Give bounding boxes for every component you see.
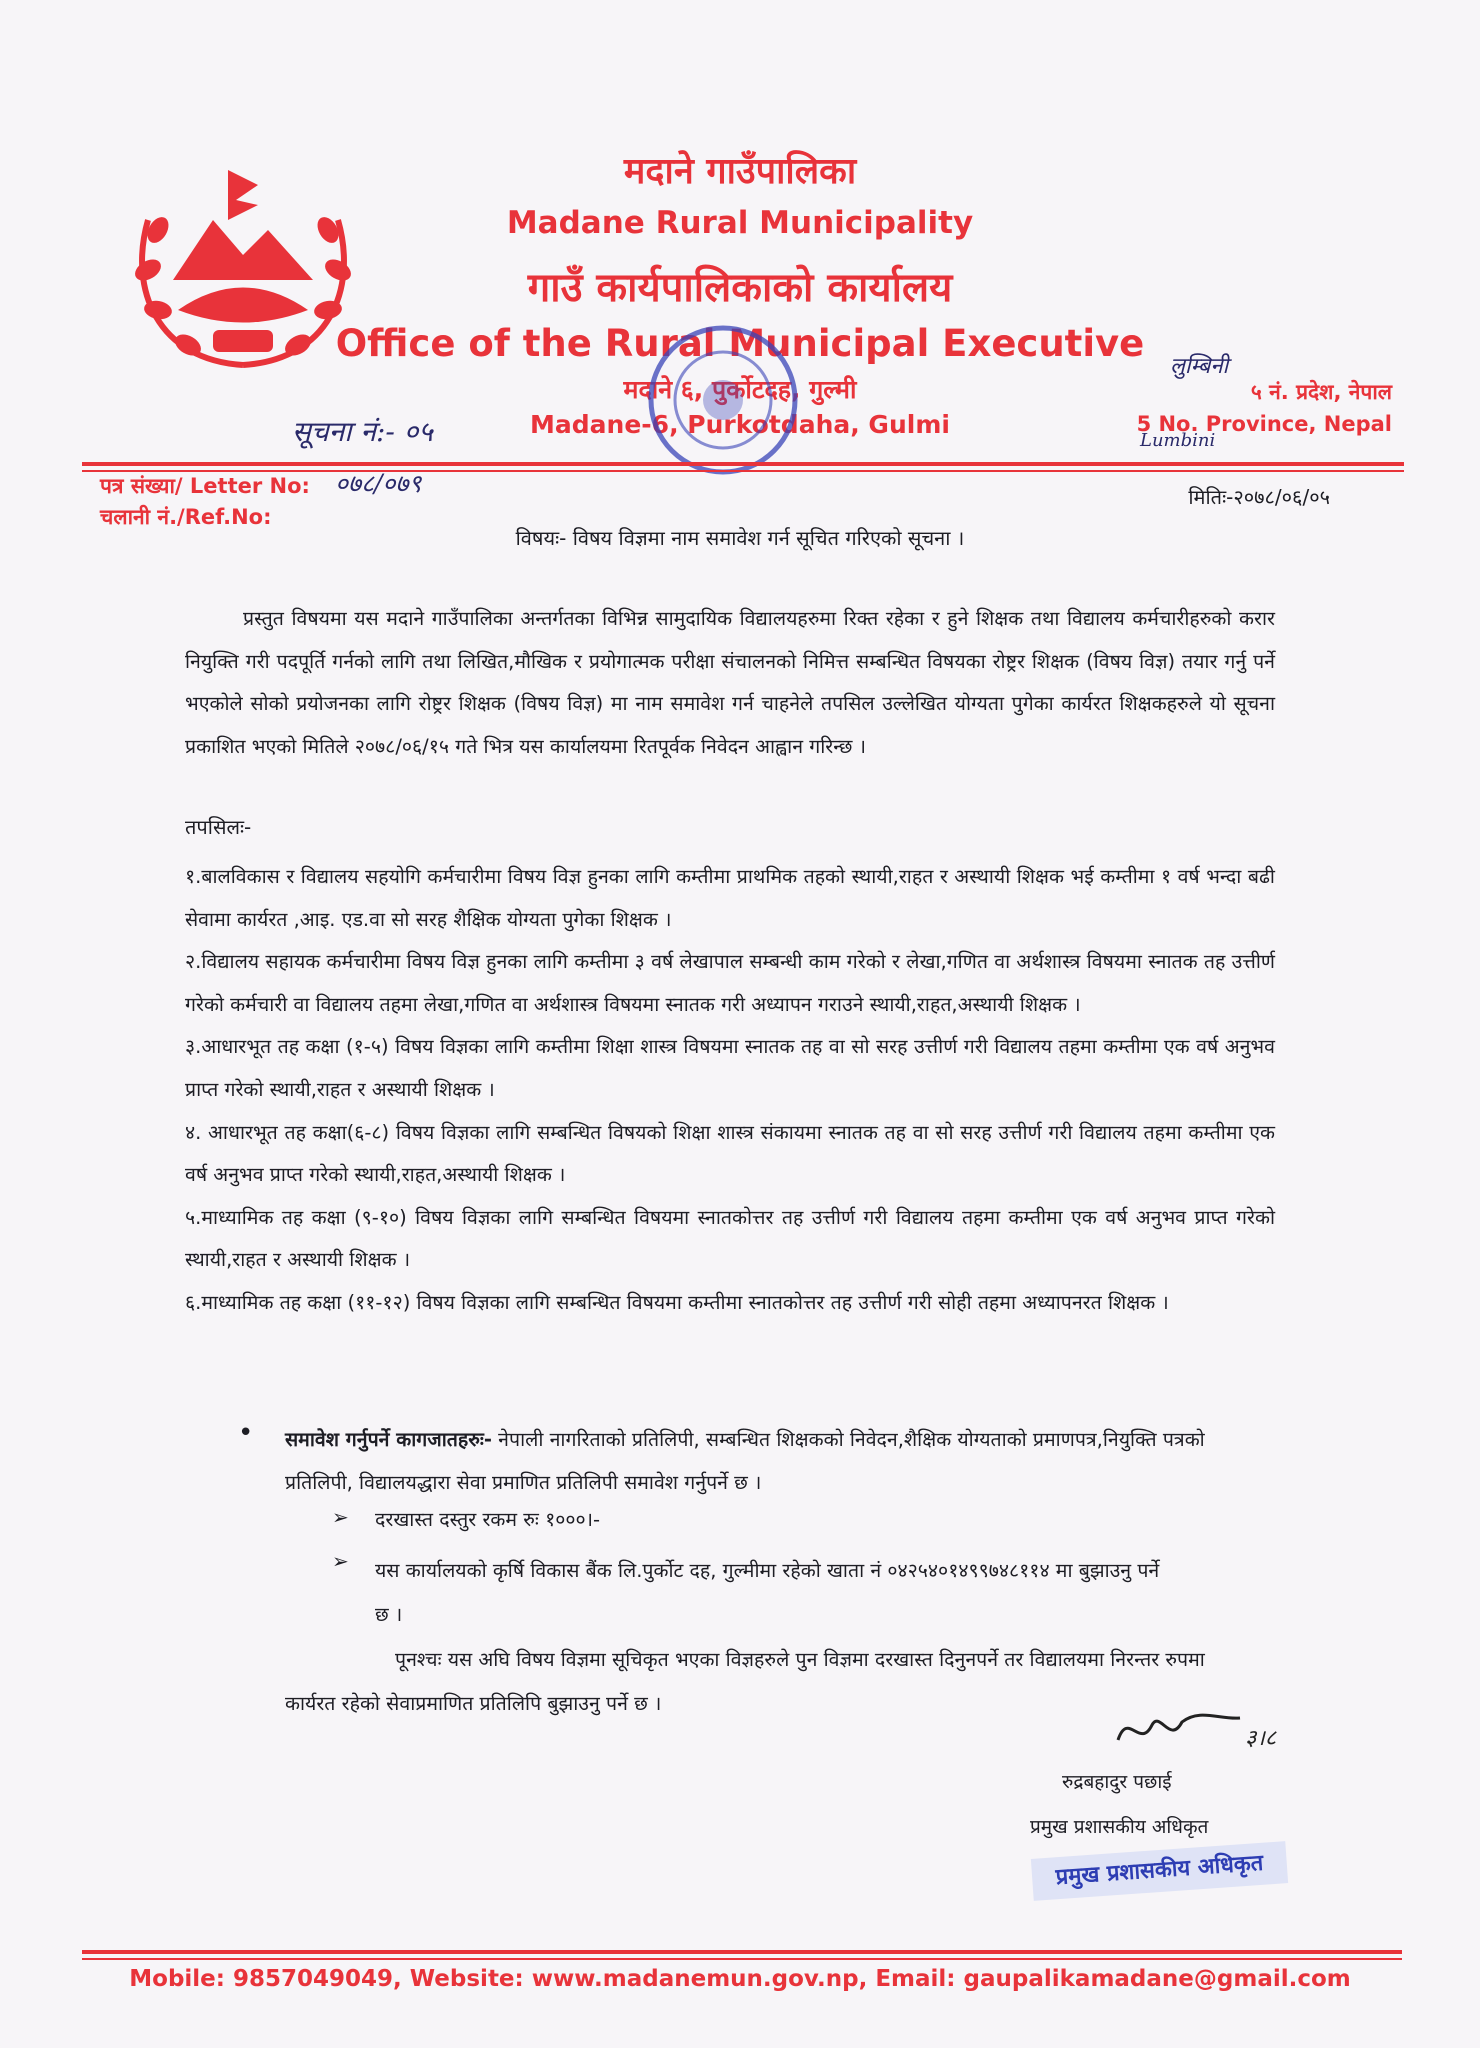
- province-np: ५ नं. प्रदेश, नेपाल: [1250, 380, 1392, 404]
- criteria-item: ३.आधारभूत तह कक्षा (१-५) विषय विज्ञका लागि कम्तीमा शिक्षा शास्त्र विषयमा स्नातक तह वा सो सरह उत्तीर्ण गरी विद्यालय तहमा कम्तीमा एक वर्ष अनुभव प्राप्त गरेको स्थायी,राहत र अस्थायी शिक्षक ।: [185, 1035, 1275, 1101]
- footer-rule-thin: [82, 1958, 1402, 1960]
- ref-no-label: चलानी नं./Ref.No:: [100, 505, 272, 529]
- criteria-item: ६.माध्यामिक तह कक्षा (११-१२) विषय विज्ञका लागि सम्बन्धित विषयमा कम्तीमा स्नातकोत्तर तह उत्तीर्ण गरी सोही तहमा अध्यापनरत शिक्षक ।: [185, 1290, 1169, 1314]
- criteria-list: [185, 856, 1275, 1325]
- office-name-np: गाउँ कार्यपालिकाको कार्यालय: [527, 265, 953, 311]
- arrow-bullet-icon: ➢: [332, 1505, 349, 1529]
- criteria-item: ५.माध्यामिक तह कक्षा (९-१०) विषय विज्ञका लागि सम्बन्धित विषयमा स्नातकोत्तर तह उत्तीर्ण गरी विद्यालय तहमा कम्तीमा एक वर्ष अनुभव प्राप्त गरेको स्थायी,राहत र अस्थायी शिक्षक ।: [185, 1205, 1275, 1272]
- criteria-item: १.बालविकास र विद्यालय सहयोगि कर्मचारीमा विषय विज्ञ हुनका लागि कम्तीमा प्राथमिक तहको स्थायी,राहत र अस्थायी शिक्षक भई कम्तीमा १ वर्ष भन्दा बढी सेवामा कार्यरत ,आइ. एड.वा सो सरह शैक्षिक योग्यता पुगेका शिक्षक ।: [185, 865, 1275, 931]
- bank-account-note: यस कार्यालयको कृर्षि विकास बैंक लि.पुर्कोट दह, गुल्मीमा रहेको खाता नं ०४२५४०१४९९७४८११४ मा बुझाउनु पर्ने छ ।: [375, 1559, 1160, 1626]
- postscript-note: पूनश्चः यस अघि विषय विज्ञमा सूचिकृत भएका विज्ञहरुले पुन विज्ञमा दरखास्त दिनुनपर्ने तर विद्यालयमा निरन्तर रुपमा कार्यरत रहेको सेवाप्रमाणित प्रतिलिपि बुझाउनु पर्ने छ ।: [285, 1648, 1205, 1715]
- designation-stamp: प्रमुख प्रशासकीय अधिकृत: [1031, 1841, 1288, 1901]
- office-name-en: Office of the Rural Municipal Executive: [335, 322, 1145, 365]
- documents-text: नेपाली नागरिताको प्रतिलिपी, सम्बन्धित शिक्षकको निवेदन,शैक्षिक योग्यताको प्रमाणपत्र,नियुक्ति पत्रको प्रतिलिपी, विद्यालयद्धारा सेवा प्रमाणित प्रतिलिपी समावेश गर्नुपर्ने छ ।: [285, 1428, 1205, 1494]
- footer-contact: Mobile: 9857049049, Website: www.madanemun.gov.np, Email: gaupalikamadane@gmail.com: [129, 1966, 1351, 1992]
- signatory-title: प्रमुख प्रशासकीय अधिकृत: [1030, 1816, 1209, 1838]
- signatory-name: रुद्रबहादुर पछाई: [1062, 1771, 1172, 1793]
- province-en: 5 No. Province, Nepal: [1136, 412, 1392, 436]
- bullet-icon: •: [238, 1418, 254, 1448]
- signature-icon: [1110, 1700, 1290, 1760]
- signature-date-note: ३।८: [1245, 1726, 1277, 1751]
- letter-no-label: पत्र संख्या/ Letter No:: [100, 474, 310, 498]
- municipality-name-en: Madane Rural Municipality: [506, 205, 974, 241]
- letter-subject: विषयः- विषय विज्ञमा नाम समावेश गर्न सूचित गरिएको सूचना ।: [515, 526, 965, 550]
- arrow-bullet-icon: ➢: [332, 1549, 349, 1573]
- criteria-item: ४. आधारभूत तह कक्षा(६-८) विषय विज्ञका लागि सम्बन्धित विषयको शिक्षा शास्त्र संकायमा स्नातक तह वा सो सरह उत्तीर्ण गरी विद्यालय तहमा कम्तीमा एक वर्ष अनुभव प्राप्त गरेको स्थायी,राहत,अस्थायी शिक्षक ।: [185, 1120, 1275, 1187]
- office-seal-icon: [638, 318, 808, 483]
- address-en: Madane-6, Purkotdaha, Gulmi: [530, 410, 950, 439]
- header-rule: [82, 462, 1404, 466]
- letter-no-value: ०७८/०७९: [335, 469, 422, 498]
- address-np: मदाने ६, पुर्कोटदह, गुल्मी: [623, 375, 857, 404]
- province-handwritten: Lumbini: [1140, 430, 1216, 451]
- application-fee: दरखास्त दस्तुर रकम रुः १०००।-: [375, 1508, 601, 1531]
- footer-rule: [82, 1950, 1402, 1954]
- letter-date: मितिः-२०७८/०६/०५: [1188, 485, 1330, 509]
- notice-number: सूचना नं:- ०५: [292, 415, 433, 448]
- required-documents: [285, 1418, 1230, 1504]
- documents-label: समावेश गर्नुपर्ने कागजातहरुः-: [285, 1428, 492, 1451]
- criteria-item: २.विद्यालय सहायक कर्मचारीमा विषय विज्ञ हुनका लागि कम्तीमा ३ वर्ष लेखापाल सम्बन्धी काम गरेको र लेखा,गणित वा अर्थशास्त्र विषयमा स्नातक तह उत्तीर्ण गरेको कर्मचारी वा विद्यालय तहमा लेखा,गणित वा अर्थशास्त्र विषयमा स्नातक गरी अध्यापन गराउने स्थायी,राहत,अस्थायी शिक्षक ।: [185, 950, 1275, 1016]
- details-heading: तपसिलः-: [185, 815, 252, 839]
- province-handwritten-np: लुम्बिनी: [1170, 354, 1229, 379]
- municipality-name-np: मदाने गाउँपालिका: [623, 151, 857, 192]
- intro-paragraph: प्रस्तुत विषयमा यस मदाने गाउँपालिका अन्तर्गतका विभिन्न सामुदायिक विद्यालयहरुमा रिक्त रहेका र हुने शिक्षक तथा विद्यालय कर्मचारीहरुको करार नियुक्ति गरी पदपूर्ति गर्नको लागि तथा लिखित,मौखिक र प्रयोगात्मक परीक्षा संचालनको निमित्त सम्बन्धित विषयका रोष्ट्रर शिक्षक (विषय विज्ञ) तयार गर्नु पर्ने भएकोले सोको प्रयोजनका लागि रोष्ट्रर शिक्षक (विषय विज्ञ) मा नाम समावेश गर्न चाहनेले तपसिल उल्लेखित योग्यता पुगेका कार्यरत शिक्षकहरुले यो सूचना प्रकाशित भएको मितिले २०७८/०६/१५ गते भित्र यस कार्यालयमा रितपूर्वक निवेदन आह्वान गरिन्छ ।: [185, 607, 1275, 758]
